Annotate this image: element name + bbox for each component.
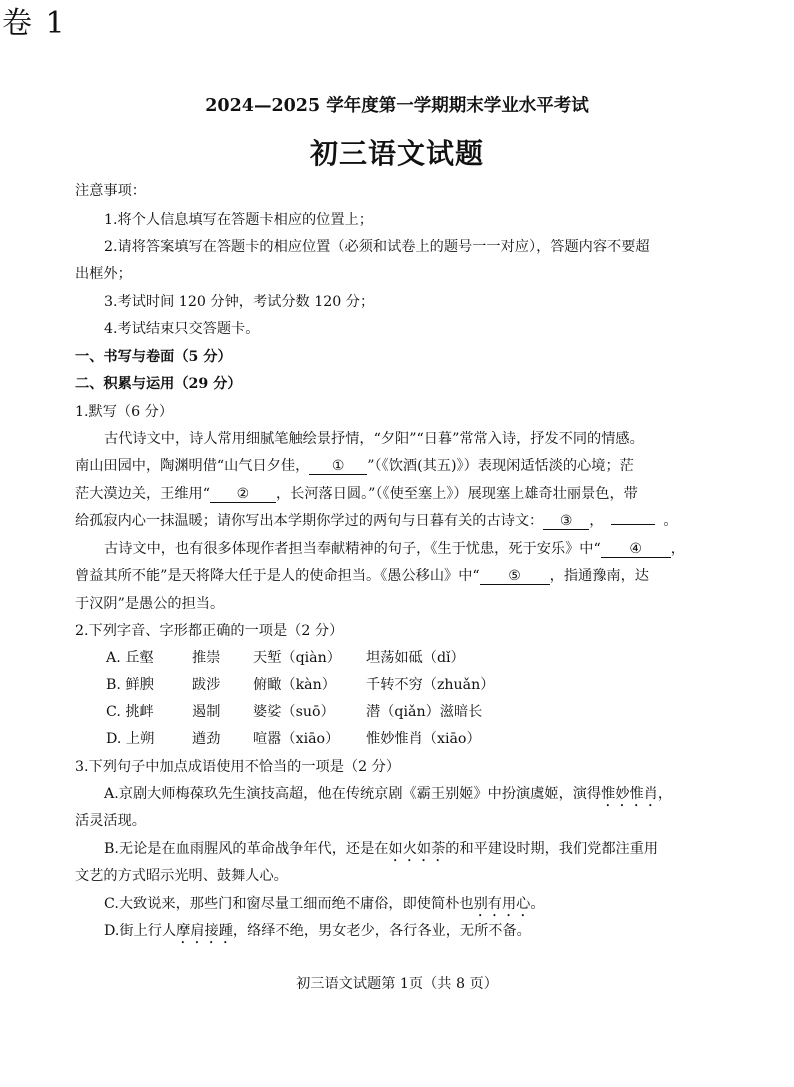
q1-text: 南山田园中，陶渊明借“山气日夕佳，	[75, 458, 310, 474]
question-1-title: 1.默写（6 分）	[75, 404, 174, 420]
q3-option-d	[104, 920, 531, 947]
q1-text: ，长河落日圆。”（《使至塞上》）展现塞上雄奇壮丽景色，带	[275, 486, 638, 502]
q1-paragraph-2-line-3: 于汉阴”是愚公的担当。	[75, 596, 225, 612]
subject-title: 初三语文试题	[309, 137, 484, 170]
q3-option-a-line-1	[104, 783, 672, 810]
q1-paragraph-1-line-1: 古代诗文中，诗人常用细腻笔触绘景抒情，“夕阳”“日暮”常常入诗，抒发不同的情感。	[104, 431, 644, 447]
q3-text: B.无论是在血雨腥风的革命战争年代，还是在	[104, 841, 389, 857]
option-c-item-2: 遏制	[192, 704, 221, 720]
q1-text: ”（《饮酒(其五)》）表现闲适恬淡的心境；茫	[367, 458, 634, 474]
q1-paragraph-2-line-2	[75, 565, 649, 585]
q3-text: ，	[657, 786, 673, 802]
option-d-item-3: 喧嚣（xiāo）	[253, 731, 340, 747]
option-a-item-3: 天堑（qiàn）	[253, 650, 341, 666]
dotted-idiom: 别有用心	[473, 896, 531, 912]
option-d-item-4: 惟妙惟肖（xiāo）	[366, 731, 481, 747]
q1-text: 给孤寂内心一抹温暖；请你写出本学期你学过的两句与日暮有关的古诗文：	[75, 513, 544, 529]
q1-text: 曾益其所不能”是天将降大任于是人的使命担当。《愚公移山》中“	[75, 568, 480, 584]
option-b-item-2: 跋涉	[192, 677, 221, 693]
q1-text: ，指通豫南，达	[549, 568, 649, 584]
option-a-item-1: A. 丘壑	[106, 650, 154, 666]
q1-paragraph-2-line-1	[104, 538, 685, 558]
section-heading-accumulation: 二、积累与运用（29 分）	[75, 376, 242, 392]
question-2-title: 2.下列字音、字形都正确的一项是（2 分）	[75, 623, 344, 639]
q3-text: A.京剧大师梅葆玖先生演技高超，他在传统京剧《霸王别姬》中扮演虞姬，演得	[104, 786, 602, 802]
q1-paragraph-1-line-2	[75, 455, 634, 475]
exam-title: 2024—2025 学年度第一学期期末学业水平考试	[205, 96, 589, 116]
option-a-item-4: 坦荡如砥（dǐ）	[366, 650, 465, 666]
q3-text: D.街上行人	[104, 923, 177, 939]
q1-text: ，	[670, 541, 685, 557]
note-item-1: 1.将个人信息填写在答题卡相应的位置上；	[104, 212, 373, 228]
paper-corner-label: 卷 1	[2, 6, 67, 41]
option-c-item-1: C. 挑衅	[106, 704, 154, 720]
note-item-4: 4.考试结束只交答题卡。	[104, 321, 260, 337]
option-a-item-2: 推崇	[192, 650, 221, 666]
notes-heading: 注意事项：	[75, 183, 146, 199]
q3-text: C.大致说来，那些门和窗尽量工细而绝不庸俗，即使简朴也	[104, 896, 474, 912]
dotted-idiom: 惟妙惟肖	[601, 786, 658, 802]
q1-text: 茫大漠边关，王维用“	[75, 486, 210, 502]
q3-option-b-line-1	[104, 838, 658, 865]
q3-option-c	[104, 893, 545, 920]
note-item-2: 2.请将答案填写在答题卡的相应位置（必须和试卷上的题号一一对应），答题内容不要超	[104, 239, 650, 255]
answer-blank-3b[interactable]	[611, 524, 655, 525]
q3-text: 的和平建设时期，我们党都注重用	[445, 841, 659, 857]
section-heading-writing: 一、书写与卷面（5 分）	[75, 349, 232, 365]
dotted-idiom: 如火如荼	[388, 841, 446, 857]
q3-option-b-line-2: 文艺的方式昭示光明、鼓舞人心。	[75, 868, 288, 884]
q1-paragraph-1-line-4	[75, 510, 678, 530]
answer-blank-3[interactable]: ③	[543, 514, 589, 530]
dotted-idiom: 摩肩接踵	[176, 923, 233, 939]
q3-text: 。	[530, 896, 545, 912]
note-item-2-continued: 出框外；	[75, 266, 132, 282]
note-item-3: 3.考试时间 120 分钟，考试分数 120 分；	[104, 294, 375, 310]
answer-blank-1[interactable]: ①	[309, 459, 367, 475]
option-b-item-3: 俯瞰（kàn）	[253, 677, 336, 693]
q3-option-a-line-2: 活灵活现。	[75, 813, 146, 829]
answer-blank-2[interactable]: ②	[210, 487, 276, 503]
q3-text: ，络绎不绝，男女老少，各行各业，无所不备。	[232, 923, 531, 939]
q1-text: ，	[589, 513, 604, 529]
option-b-item-4: 千转不穷（zhuǎn）	[366, 677, 495, 693]
option-b-item-1: B. 鲜腴	[106, 677, 154, 693]
option-d-item-1: D. 上朔	[106, 731, 155, 747]
q1-text: 。	[663, 513, 678, 529]
answer-blank-5[interactable]: ⑤	[480, 569, 550, 585]
answer-blank-4[interactable]: ④	[601, 542, 671, 558]
option-c-item-3: 婆娑（suō）	[253, 704, 335, 720]
question-3-title: 3.下列句子中加点成语使用不恰当的一项是（2 分）	[75, 759, 401, 775]
page-footer: 初三语文试题第 1页（共 8 页）	[296, 976, 498, 992]
option-d-item-2: 遒劲	[192, 731, 221, 747]
q1-text: 古诗文中，也有很多体现作者担当奉献精神的句子，《生于忧患，死于安乐》中“	[104, 541, 601, 557]
option-c-item-4: 潜（qiǎn）滋暗长	[366, 704, 483, 720]
q1-paragraph-1-line-3	[75, 483, 638, 503]
